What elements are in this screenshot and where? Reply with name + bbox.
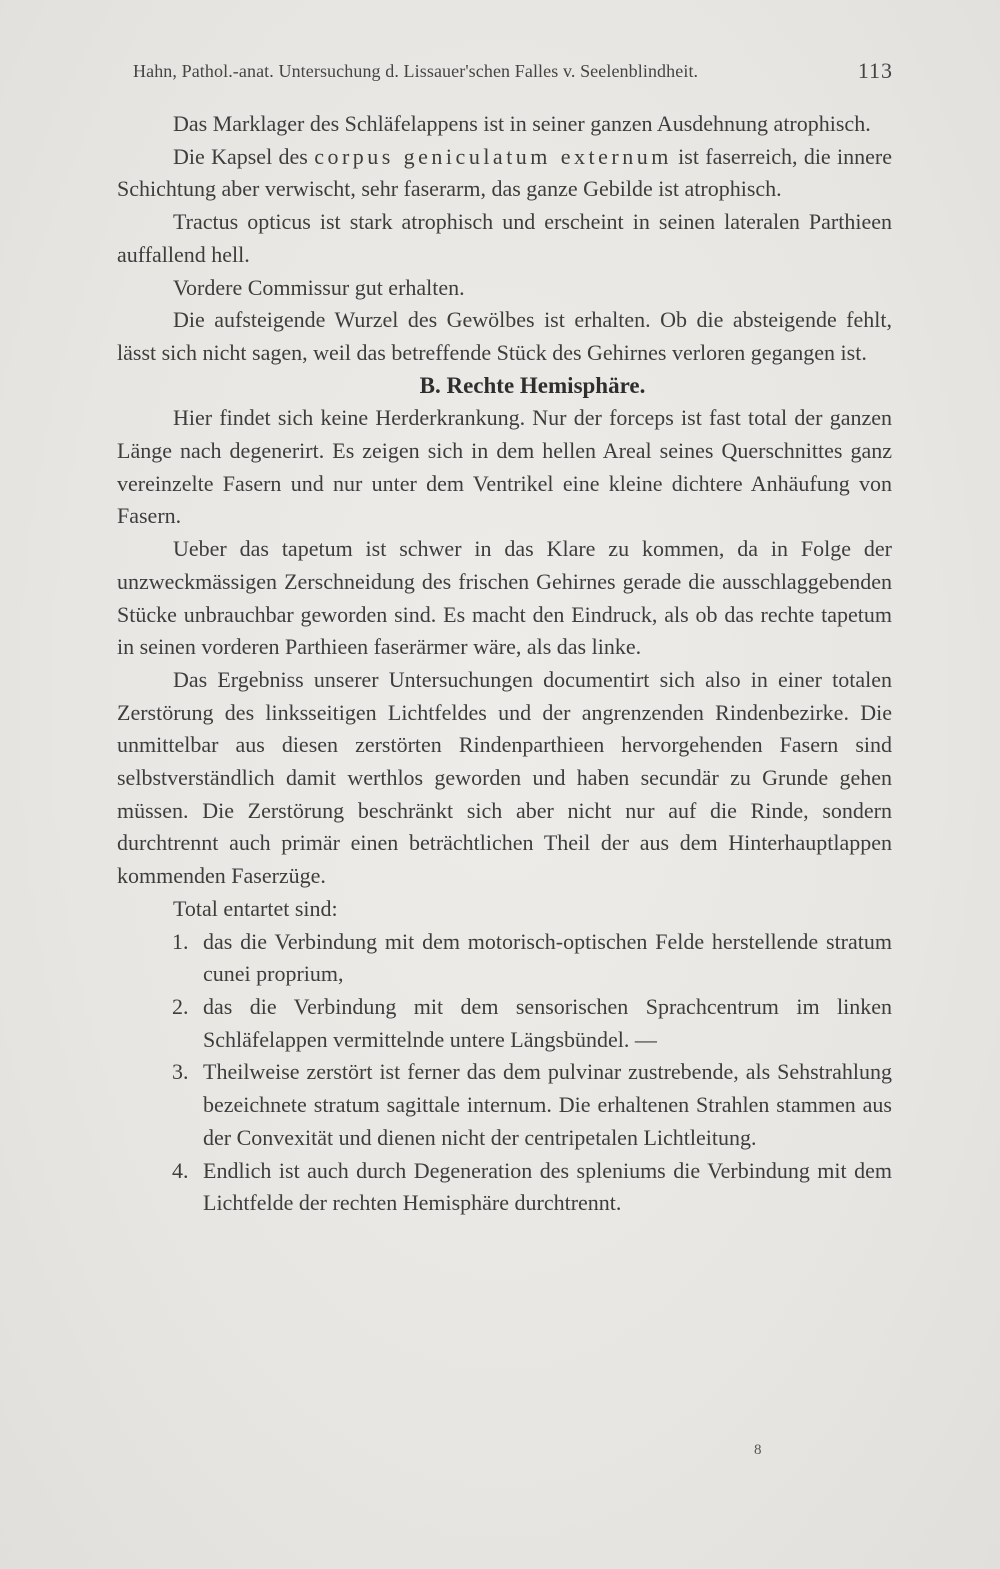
page-number: 113 — [857, 58, 893, 83]
paragraph: Das Marklager des Schläfelappens ist in seiner ganzen Ausdehnung atrophisch. — [173, 111, 871, 136]
list-item — [117, 926, 892, 991]
paragraph — [117, 141, 892, 206]
signature-mark: 8 — [754, 1442, 762, 1458]
list-number: 3. — [172, 1059, 189, 1085]
paragraph: Das Ergebniss unserer Untersuchungen documentirt sich also in einer totalen Zerstörung des linksseitigen Lichtfeldes und der angrenzenden Rindenbezirke. Die unmittelbar aus diesen zerstörten Rindenparthieen hervorgehenden Fasern sind selbstverständlich damit werthlos geworden und haben secundär zu Grunde gehen müssen. Die Zerstörung beschränkt sich aber nicht nur auf die Rinde, sondern durchtrennt auch primär einen beträchtlichen Theil der aus dem Hinterhauptlappen kommenden Faserzüge. — [117, 666, 892, 889]
list-item — [117, 1155, 892, 1220]
paragraph: Ueber das tapetum ist schwer in das Klare zu kommen, da in Folge der unzweckmässigen Zerschneidung des frischen Gehirnes gerade die ausschlaggebenden Stücke unbrauchbar geworden sind. Es macht den Eindruck, als ob das rechte tapetum in seinen vorderen Parthieen faserärmer wäre, als das linke. — [117, 536, 892, 660]
body-text — [117, 108, 892, 1220]
list-number: 1. — [172, 928, 189, 954]
spaced-term: corpus geniculatum externum — [314, 143, 672, 169]
running-title: Hahn, Pathol.-anat. Untersuchung d. Lissauer'schen Falles v. Seelenblindheit. — [133, 61, 699, 81]
paragraph: Total entartet sind: — [173, 895, 338, 921]
running-header — [133, 58, 893, 88]
list-text: Theilweise zerstört ist ferner das dem pulvinar zustrebende, als Sehstrahlung bezeichnete stratum sagittale internum. Die erhaltenen Strahlen stammen aus der Convexität und dienen nicht der centripetalen Lichtleitung. — [203, 1059, 892, 1150]
list-text: das die Verbindung mit dem sensorischen Sprachcentrum im linken Schläfelappen vermittelnde untere Längsbündel. — — [203, 993, 892, 1052]
list-text: Endlich ist auch durch Degeneration des spleniums die Verbindung mit dem Lichtfelde der rechten Hemisphäre durchtrennt. — [203, 1157, 892, 1216]
list-item — [117, 991, 892, 1056]
list-item — [117, 1056, 892, 1154]
section-heading: B. Rechte Hemisphäre. — [419, 372, 646, 398]
list-text: das die Verbindung mit dem motorisch-optischen Felde herstellende stratum cunei proprium, — [203, 928, 892, 987]
list-number: 2. — [172, 993, 189, 1019]
text-run: ist faserreich, die innere Schichtung aber verwischt, sehr faserarm, das ganze Gebilde ist atrophisch. — [117, 143, 892, 202]
list-number: 4. — [172, 1157, 189, 1183]
numbered-list — [117, 926, 892, 1220]
paragraph: Hier findet sich keine Herderkrankung. Nur der forceps ist fast total der ganzen Länge nach degenerirt. Es zeigen sich in dem hellen Areal seines Querschnittes ganz vereinzelte Fasern und nur unter dem Ventrikel eine kleine dichtere Anhäufung von Fasern. — [117, 405, 892, 529]
text-run: Die Kapsel des — [173, 143, 315, 169]
paragraph: Die aufsteigende Wurzel des Gewölbes ist erhalten. Ob die absteigende fehlt, lässt sich nicht sagen, weil das betreffende Stück des Gehirnes verloren gegangen ist. — [117, 307, 892, 365]
paragraph: Tractus opticus ist stark atrophisch und erscheint in seinen lateralen Parthieen auffallend hell. — [117, 209, 892, 267]
paragraph: Vordere Commissur gut erhalten. — [173, 274, 465, 300]
